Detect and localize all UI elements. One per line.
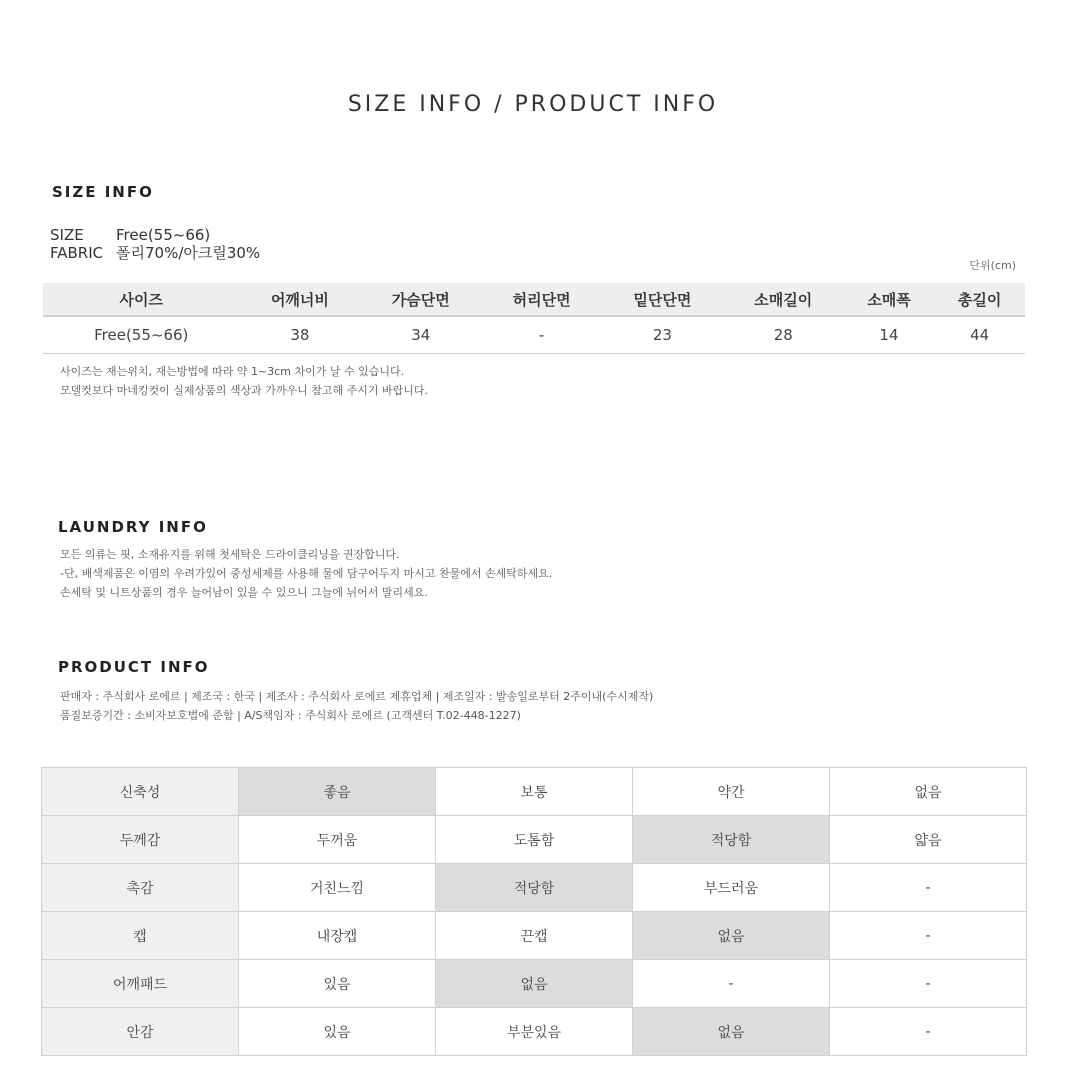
property-option: 부드러움: [633, 864, 830, 912]
property-table: [41, 767, 1027, 1056]
size-table-header: 어깨너비: [240, 283, 361, 316]
size-note: 사이즈는 재는위치, 재는방법에 따라 약 1~3cm 차이가 날 수 있습니다.: [60, 365, 405, 378]
laundry-line: 손세탁 및 니트상품의 경우 늘어남이 있을 수 있으니 그늘에 뉘어서 말리세요.: [60, 586, 428, 599]
property-option: -: [633, 960, 830, 1008]
laundry-line: 모든 의류는 핏, 소재유지를 위해 첫세탁은 드라이클리닝을 권장합니다.: [60, 548, 400, 561]
table-row: [42, 816, 1027, 864]
property-option-selected: 적당함: [436, 864, 633, 912]
size-note: 모델컷보다 마네킹컷이 실제상품의 색상과 가까우니 참고해 주시기 바랍니다.: [60, 384, 429, 397]
property-option: -: [830, 960, 1027, 1008]
property-label: 신축성: [42, 768, 239, 816]
property-option: -: [830, 1008, 1027, 1056]
size-spec: [50, 226, 210, 244]
laundry-notes: [60, 545, 552, 602]
table-row: [42, 960, 1027, 1008]
size-table-header: 총길이: [934, 283, 1025, 316]
property-label: 안감: [42, 1008, 239, 1056]
size-table-cell: Free(55~66): [43, 316, 240, 354]
table-row: [42, 864, 1027, 912]
size-table: [43, 283, 1025, 354]
property-option-selected: 없음: [633, 1008, 830, 1056]
size-table-header: 가슴단면: [360, 283, 481, 316]
product-line: 품질보증기간 : 소비자보호법에 준함 | A/S책임자 : 주식회사 로에르 (고객센터 T.02-448-1227): [60, 709, 521, 722]
size-table-header: 소매폭: [844, 283, 935, 316]
product-notes: [60, 687, 653, 725]
size-table-header: 사이즈: [43, 283, 240, 316]
size-table-cell: -: [481, 316, 602, 354]
size-table-cell: 34: [360, 316, 481, 354]
size-info-heading: SIZE INFO: [52, 183, 154, 201]
property-option-selected: 없음: [633, 912, 830, 960]
table-row: [42, 768, 1027, 816]
unit-label: 단위(cm): [969, 259, 1016, 272]
property-option: 보통: [436, 768, 633, 816]
property-option: 두꺼움: [239, 816, 436, 864]
size-table-cell: 44: [934, 316, 1025, 354]
size-table-header: 소매길이: [723, 283, 844, 316]
property-label: 두께감: [42, 816, 239, 864]
size-value: Free(55~66): [116, 226, 211, 244]
property-option: 끈캡: [436, 912, 633, 960]
laundry-line: -단, 배색제품은 이염의 우려가있어 중성세제를 사용해 물에 담구어두지 마시고 찬물에서 손세탁하세요.: [60, 567, 553, 580]
property-option: 내장캡: [239, 912, 436, 960]
property-label: 어깨패드: [42, 960, 239, 1008]
size-table-header: 허리단면: [481, 283, 602, 316]
size-notes: [60, 362, 428, 400]
fabric-label: FABRIC: [50, 244, 104, 262]
property-option: 있음: [239, 1008, 436, 1056]
table-row: [42, 1008, 1027, 1056]
size-table-cell: 38: [240, 316, 361, 354]
product-line: 판매자 : 주식회사 로에르 | 제조국 : 한국 | 제조사 : 주식회사 로에르 제휴업체 | 제조일자 : 발송일로부터 2주이내(수시제작): [60, 690, 654, 703]
table-row: [42, 912, 1027, 960]
property-option-selected: 좋음: [239, 768, 436, 816]
property-option: 있음: [239, 960, 436, 1008]
size-table-cell: 28: [723, 316, 844, 354]
size-table-cell: 23: [602, 316, 723, 354]
property-option: 약간: [633, 768, 830, 816]
property-option-selected: 적당함: [633, 816, 830, 864]
property-option: 부분있음: [436, 1008, 633, 1056]
property-option: 거친느낌: [239, 864, 436, 912]
laundry-info-heading: LAUNDRY INFO: [58, 518, 208, 536]
page-title: SIZE INFO / PRODUCT INFO: [347, 92, 719, 117]
size-table-header-row: [43, 283, 1025, 316]
property-option-selected: 없음: [436, 960, 633, 1008]
property-option: 얇음: [830, 816, 1027, 864]
size-table-cell: 14: [844, 316, 935, 354]
table-row: [43, 316, 1025, 354]
product-info-heading: PRODUCT INFO: [58, 658, 210, 676]
size-label: SIZE: [50, 226, 84, 244]
fabric-spec: [50, 244, 260, 262]
property-label: 캡: [42, 912, 239, 960]
property-option: -: [830, 912, 1027, 960]
property-option: -: [830, 864, 1027, 912]
property-option: 도톰함: [436, 816, 633, 864]
size-table-header: 밑단단면: [602, 283, 723, 316]
property-label: 촉감: [42, 864, 239, 912]
fabric-value: 폴리70%/아크릴30%: [116, 244, 261, 262]
property-option: 없음: [830, 768, 1027, 816]
